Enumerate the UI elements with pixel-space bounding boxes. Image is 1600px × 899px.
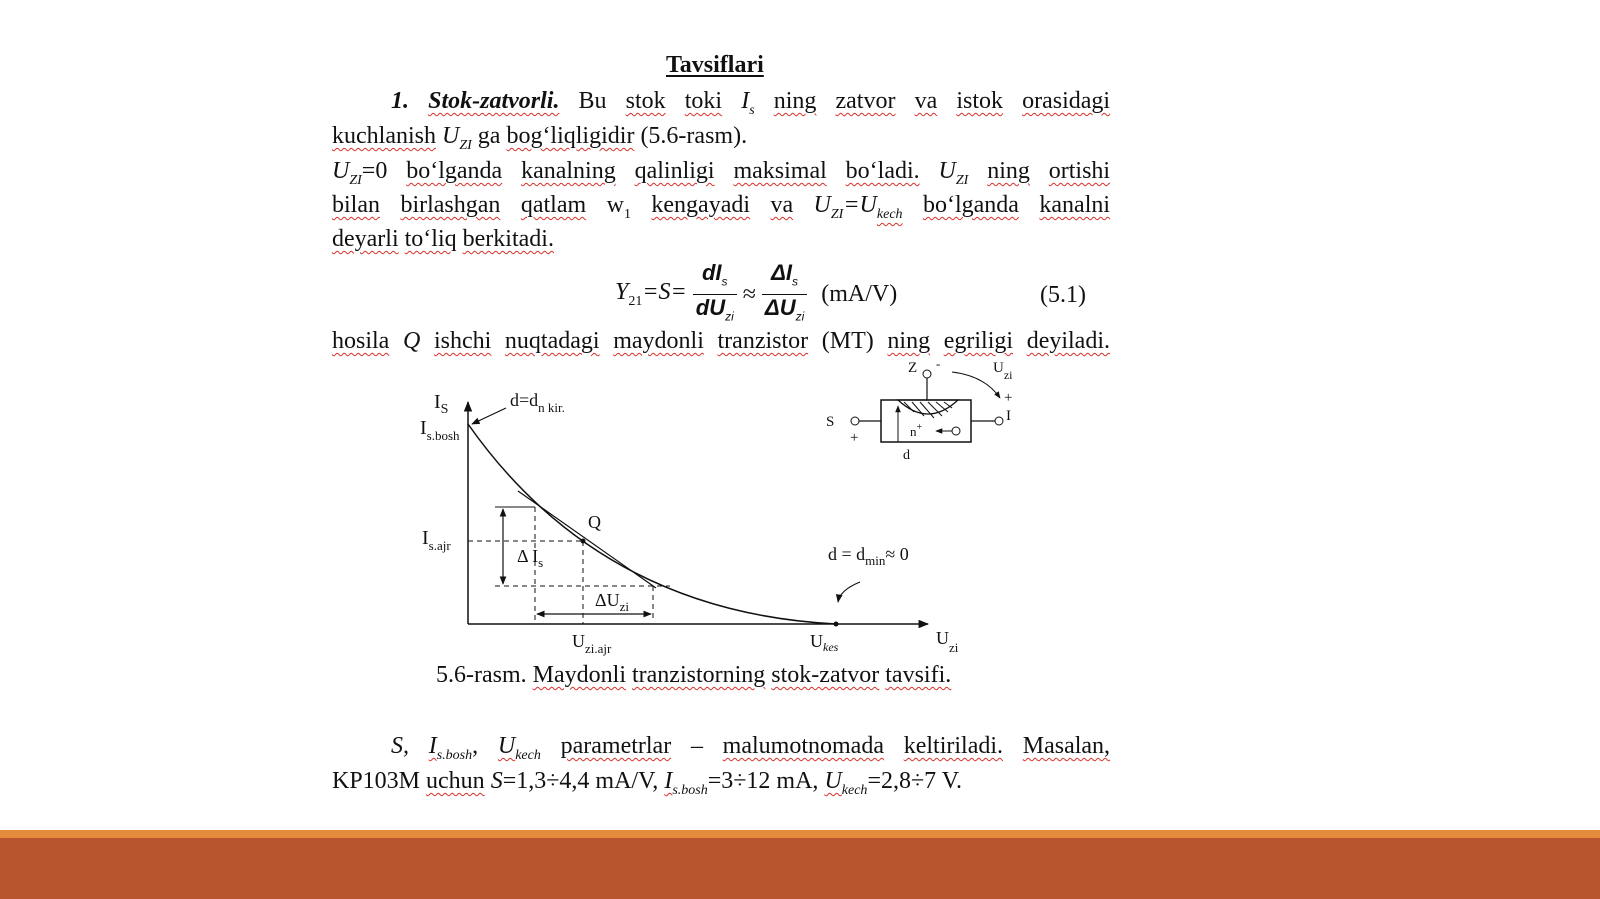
label-x-op: $U_{zi.ajr}$ <box>572 631 612 656</box>
page-title: Tavsiflari <box>666 52 764 78</box>
word: ishchi <box>433 328 492 354</box>
word: kanalni <box>1039 192 1111 218</box>
paragraph-1-line-1 <box>332 86 1110 126</box>
label-d-min: $d = d_{min}\approx 0$ <box>828 544 909 568</box>
word: (5.6-rasm). <box>640 123 748 149</box>
transfer-characteristic-figure <box>400 356 1013 662</box>
numerator: ΔI <box>771 260 793 285</box>
inset-label-i: I <box>1006 408 1011 424</box>
symbol-sub: s <box>749 102 755 118</box>
inset-label-z: Z <box>908 360 918 376</box>
transfer-curve <box>468 424 836 624</box>
eq-lhs: Y <box>615 279 629 306</box>
inset-label-n: n+ <box>910 422 923 439</box>
word: berkitadi. <box>462 226 554 252</box>
channel-body <box>881 400 971 442</box>
word: 5.6-rasm. <box>436 662 527 688</box>
word: toki <box>684 88 723 114</box>
word: nuqtadagi <box>504 328 600 354</box>
word: stok-zatvor <box>771 662 880 688</box>
word: bo‘lganda <box>406 158 503 184</box>
word: =1,3÷4,4 mA/V, <box>502 768 659 794</box>
word: Masalan, <box>1022 733 1111 759</box>
word: malumotnomada <box>722 733 884 759</box>
footer-accent-bar <box>0 830 1600 838</box>
word: kengayadi <box>651 192 751 218</box>
word: bilan <box>332 192 380 218</box>
symbol: U <box>497 733 516 759</box>
paragraph-4 <box>332 731 1110 771</box>
word: , <box>472 733 479 759</box>
symbol: U <box>332 158 350 184</box>
word: ning <box>987 158 1030 184</box>
word: orasidagi <box>1022 88 1111 114</box>
word: tavsifi. <box>885 662 952 688</box>
symbol: I <box>664 768 673 794</box>
word: parametrlar <box>560 733 672 759</box>
word: tranzistor <box>717 328 809 354</box>
numerator-sub: s <box>792 274 799 289</box>
equation-number: (5.1) <box>1040 282 1086 308</box>
symbol-sub: kech <box>876 206 903 222</box>
denominator: dU <box>695 295 726 321</box>
word: egriligi <box>943 328 1014 354</box>
figure-caption <box>436 660 951 690</box>
symbol: U <box>813 192 831 218</box>
word: – <box>690 733 703 759</box>
list-number: 1. <box>391 88 409 114</box>
word: keltiriladi. <box>903 733 1004 759</box>
word: Maydonli <box>532 662 626 688</box>
inset-label-minus: - <box>936 356 941 371</box>
word: ga <box>477 123 501 149</box>
word: bog‘liqligidir <box>506 123 635 149</box>
fraction-delta <box>762 260 807 330</box>
fraction-derivative <box>693 260 737 330</box>
eq-lhs-sub: 21 <box>628 294 643 310</box>
word: ning <box>887 328 931 354</box>
word: deyarli <box>332 226 399 252</box>
word: uchun <box>426 768 485 794</box>
word: =3÷12 mA, <box>707 768 819 794</box>
inset-label-plus1: + <box>1004 390 1013 406</box>
symbol-sub: kech <box>515 747 541 763</box>
word: birlashgan <box>400 192 501 218</box>
symbol-sub: 1 <box>623 206 631 222</box>
word: S, <box>391 733 409 759</box>
word: stok <box>625 88 666 114</box>
label-x-axis: $U_{zi}$ <box>936 628 959 655</box>
eq-unit: (mA/V) <box>821 281 898 308</box>
symbol-sub: ZI <box>955 172 969 188</box>
word: tranzistorning <box>631 662 766 688</box>
inset-label-d: d <box>903 448 910 463</box>
numerator-sub: s <box>721 274 728 289</box>
word: Q <box>402 328 421 354</box>
denominator-sub: zi <box>795 309 805 324</box>
symbol: U <box>938 158 956 184</box>
label-delta-is: Δ $I_s$ <box>517 546 544 570</box>
word: deyiladi. <box>1026 328 1110 354</box>
d-min-pointer <box>838 582 860 602</box>
word: ortishi <box>1048 158 1111 184</box>
symbol-sub: s.bosh <box>672 782 708 798</box>
symbol-sub: s.bosh <box>436 747 473 763</box>
label-delta-uzi: $\Delta U_{zi}$ <box>595 590 629 614</box>
denominator-sub: zi <box>725 309 734 324</box>
paragraph-1-line-2 <box>332 121 747 161</box>
symbol: U <box>859 192 877 218</box>
label-x-kes: $U_{kes}$ <box>810 631 839 654</box>
symbol-sub: kech <box>841 782 868 798</box>
word: KP103M <box>332 768 421 794</box>
word: =0 <box>361 158 388 184</box>
symbol: = <box>843 192 860 218</box>
word: maydonli <box>613 328 704 354</box>
inset-label-u: $U_{zi}$ <box>993 360 1013 382</box>
word: maksimal <box>733 158 827 184</box>
word: kuchlanish <box>332 123 436 149</box>
label-q: Q <box>588 512 601 532</box>
paragraph-2-line-3 <box>332 224 554 254</box>
point-q <box>581 539 586 544</box>
label-y-start: $I_{s.bosh}$ <box>420 417 460 443</box>
paragraph-3 <box>332 326 1110 356</box>
label-y-op: $I_{s.ajr}$ <box>422 527 451 553</box>
word: qatlam <box>520 192 587 218</box>
word: hosila <box>332 328 390 354</box>
source-terminal <box>851 417 859 425</box>
word: istok <box>956 88 1003 114</box>
word: w <box>606 192 624 218</box>
label-y-axis: $I_S$ <box>434 391 449 417</box>
word: va <box>914 88 938 114</box>
jfet-structure-inset <box>826 356 1013 463</box>
word: Bu <box>578 88 607 114</box>
point-kes <box>834 622 839 627</box>
footer-bar <box>0 838 1600 899</box>
section-heading: Stok-zatvorli. <box>428 88 560 114</box>
symbol-sub: ZI <box>459 137 472 153</box>
word: kanalning <box>521 158 616 184</box>
inset-label-plus2: + <box>850 430 859 446</box>
d-top-pointer <box>472 408 506 424</box>
word: qalinligi <box>634 158 715 184</box>
word: bo‘ladi. <box>845 158 920 184</box>
symbol: U <box>824 768 842 794</box>
equation-5-1 <box>615 260 897 324</box>
drain-terminal <box>995 417 1003 425</box>
word: va <box>770 192 794 218</box>
approx-sign: ≈ <box>742 281 756 308</box>
label-d-top: $d=d_{n kir.}$ <box>510 390 565 415</box>
word: to‘liq <box>404 226 457 252</box>
symbol: I <box>741 88 750 114</box>
symbol: I <box>428 733 437 759</box>
word: (MT) <box>821 328 874 354</box>
word: =2,8÷7 V. <box>867 768 962 794</box>
denominator: ΔU <box>764 295 796 321</box>
tangent-line <box>518 491 656 588</box>
inset-label-s: S <box>826 414 835 430</box>
electron-symbol <box>952 427 960 435</box>
symbol: U <box>441 123 460 149</box>
word: bo‘lganda <box>922 192 1019 218</box>
symbol-sub: ZI <box>349 172 362 188</box>
paragraph-5 <box>332 766 962 806</box>
gate-terminal <box>923 370 931 378</box>
symbol: S <box>490 768 503 794</box>
numerator: dI <box>701 260 722 285</box>
word: ning <box>773 88 817 114</box>
word: zatvor <box>835 88 896 114</box>
symbol-sub: ZI <box>830 206 844 222</box>
eq-sign: =S= <box>642 279 687 306</box>
